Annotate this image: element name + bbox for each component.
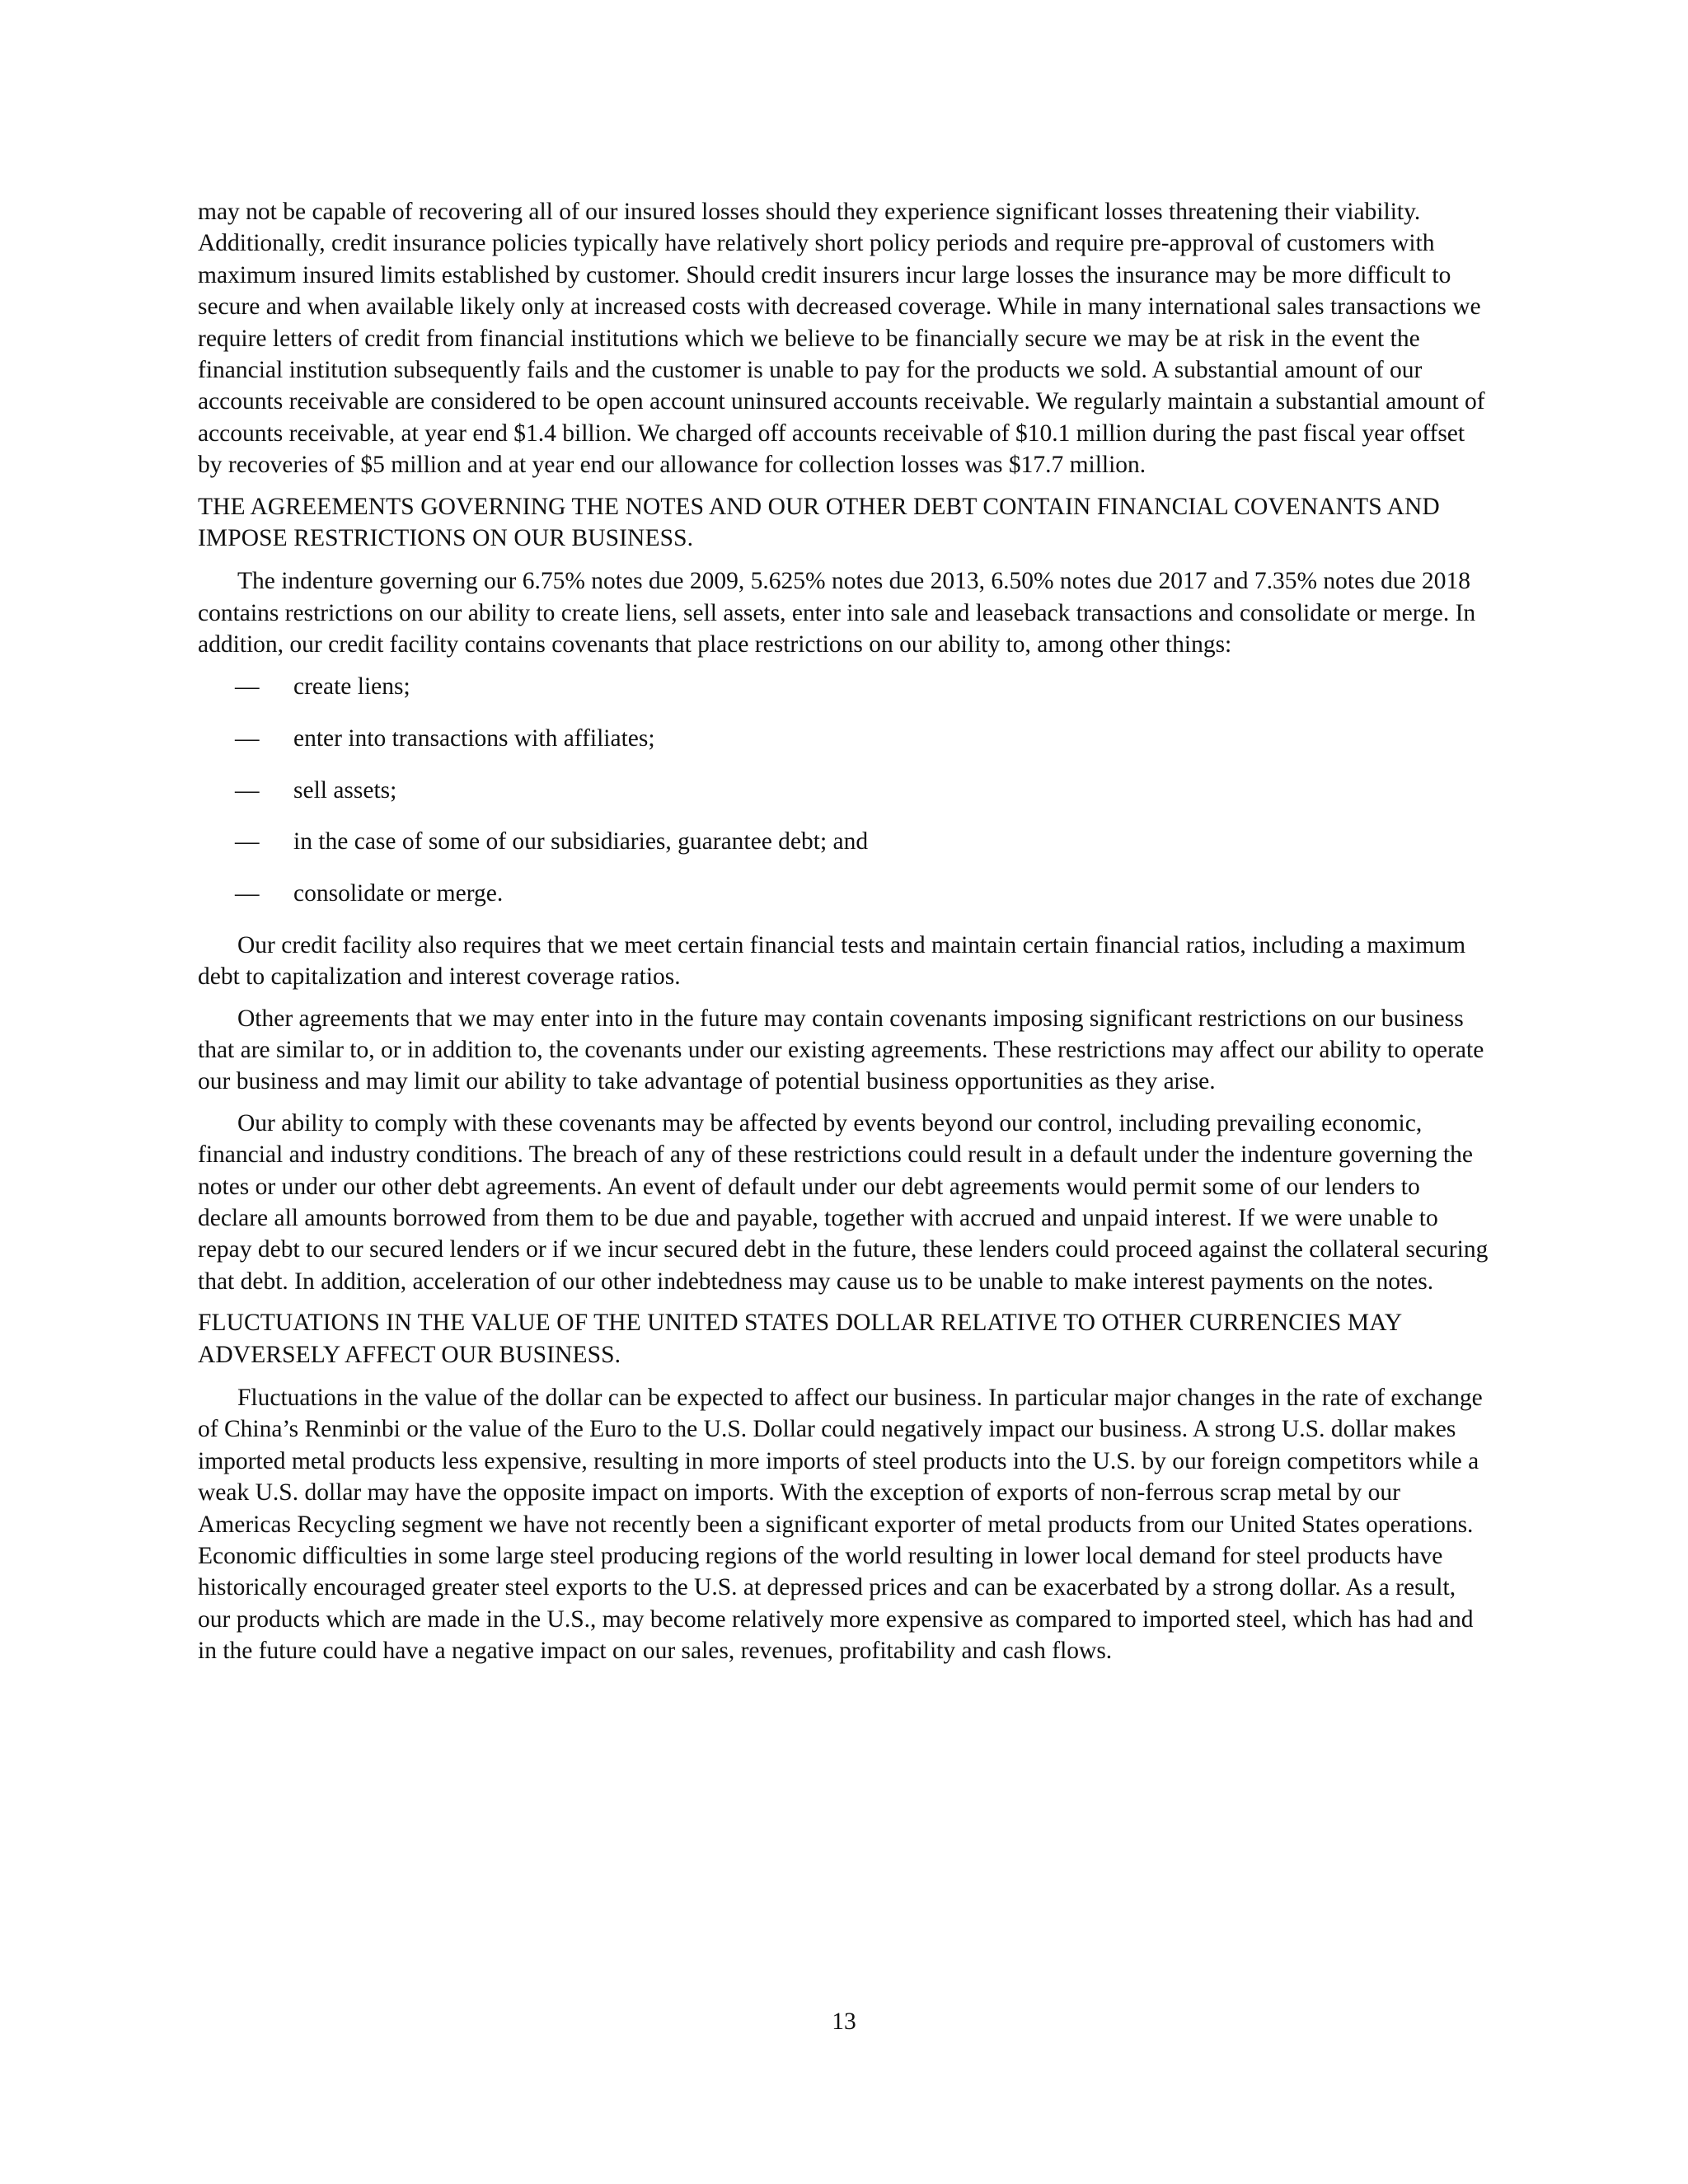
paragraph-compliance: Our ability to comply with these covenants may be affected by events beyond our control, including prevailing economic, financial and industry conditions. The breach of any of these restrictions could result in a default under the indenture governing the notes or under our other debt agreements. An event of default under our debt agreements would permit some of our lenders to declare all amounts borrowed from them to be due and payable, together with accrued and unpaid interest. If we were unable to repay debt to our secured lenders or if we incur secured debt in the future, these lenders could proceed against the collateral securing that debt. In addition, acceleration of our other indebtedness may cause us to be unable to make interest payments on the notes. xyxy=(198,1109,1489,1295)
list-item-text: create liens; xyxy=(293,673,410,700)
list-item-text: enter into transactions with affiliates; xyxy=(293,724,655,752)
list-item xyxy=(198,775,1490,806)
paragraph-indenture: The indenture governing our 6.75% notes due 2009, 5.625% notes due 2013, 6.50% notes due 2017 and 7.35% notes due 2018 contains restrictions on our ability to create liens, sell assets, enter into sale and leaseback transactions and consolidate or merge. In addition, our credit facility contains covenants that place restrictions on our ability to, among other things: xyxy=(198,568,1476,658)
paragraph-dollar-fluctuations: Fluctuations in the value of the dollar can be expected to affect our business. In particular major changes in the rate of exchange of China’s Renminbi or the value of the Euro to the U.S. Dollar could negatively impact our business. A strong U.S. dollar makes imported metal products less expensive, resulting in more imports of steel products into the U.S. by our foreign competitors while a weak U.S. dollar may have the opposite impact on imports. With the exception of exports of non-ferrous scrap metal by our Americas Recycling segment we have not recently been a significant exporter of metal products from our United States operations. Economic difficulties in some large steel producing regions of the world resulting in lower local demand for steel products have historically encouraged greater steel exports to the U.S. at depressed prices and can be exacerbated by a strong dollar. As a result, our products which are made in the U.S., may become relatively more expensive as compared to imported steel, which has had and in the future could have a negative impact on our sales, revenues, profitability and cash flows. xyxy=(198,1385,1483,1665)
list-item xyxy=(198,723,1490,754)
list-item-text: consolidate or merge. xyxy=(293,880,504,907)
dash-marker: — xyxy=(235,880,260,907)
paragraph-financial-tests: Our credit facility also requires that we meet certain financial tests and maintain certain financial ratios, including a maximum debt to capitalization and interest coverage ratios. xyxy=(198,931,1466,991)
page-number: 13 xyxy=(832,2008,856,2035)
dash-marker: — xyxy=(235,724,260,752)
paragraph-credit-insurance: may not be capable of recovering all of our insured losses should they experience significant losses threatening their viability. Additionally, credit insurance policies typically have relatively short policy periods and require pre-approval of customers with maximum insured limits established by customer. Should credit insurers incur large losses the insurance may be more difficult to secure and when available likely only at increased costs with decreased coverage. While in many international sales transactions we require letters of credit from financial institutions which we believe to be financially secure we may be at risk in the event the financial institution subsequently fails and the customer is unable to pay for the products we sold. A substantial amount of our accounts receivable are considered to be open account uninsured accounts receivable. We regularly maintain a substantial amount of accounts receivable, at year end $1.4 billion. We charged off accounts receivable of $10.1 million during the past fiscal year offset by recoveries of $5 million and at year end our allowance for collection losses was $17.7 million. xyxy=(198,199,1485,479)
paragraph-other-agreements: Other agreements that we may enter into in the future may contain covenants imposing significant restrictions on our business that are similar to, or in addition to, the covenants under our existing agreements. These restrictions may affect our ability to operate our business and may limit our ability to take advantage of potential business opportunities as they arise. xyxy=(198,1005,1484,1095)
list-item xyxy=(198,878,1490,909)
dash-marker: — xyxy=(235,828,260,855)
section-heading-currency: FLUCTUATIONS IN THE VALUE OF THE UNITED STATES DOLLAR RELATIVE TO OTHER CURRENCIES MAY ADVERSELY AFFECT OUR BUSINESS. xyxy=(198,1310,1402,1368)
restrictions-list xyxy=(198,671,1490,910)
dash-marker: — xyxy=(235,673,260,700)
list-item xyxy=(198,826,1490,857)
document-body xyxy=(198,196,1490,1677)
list-item-text: in the case of some of our subsidiaries, guarantee debt; and xyxy=(293,828,869,855)
section-heading-covenants: THE AGREEMENTS GOVERNING THE NOTES AND OUR OTHER DEBT CONTAIN FINANCIAL COVENANTS AND IMPOSE RESTRICTIONS ON OUR BUSINESS. xyxy=(198,493,1440,552)
list-item-text: sell assets; xyxy=(293,776,397,804)
dash-marker: — xyxy=(235,776,260,804)
list-item xyxy=(198,671,1490,702)
